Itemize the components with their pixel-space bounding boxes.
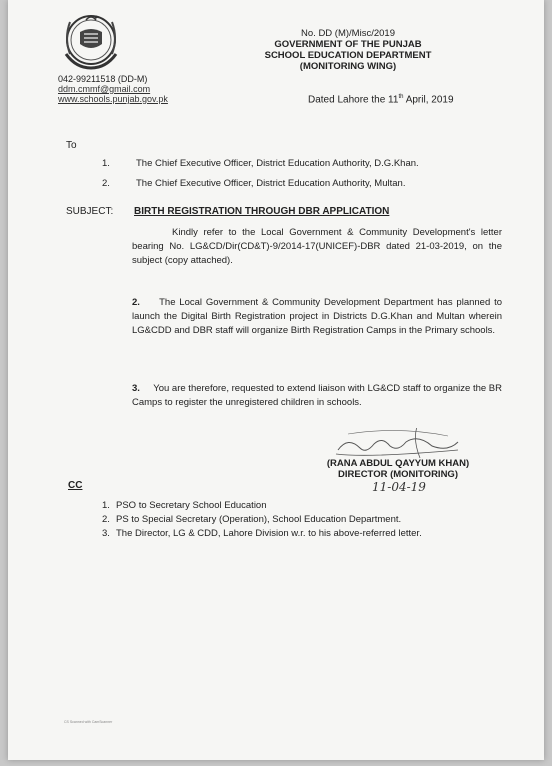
subject-line [66, 206, 389, 217]
cc-item-3 [102, 528, 422, 539]
subject-text: BIRTH REGISTRATION THROUGH DBR APPLICATION [134, 206, 390, 217]
date-rest: April, 2019 [403, 94, 454, 106]
signatory-name: (RANA ABDUL QAYYUM KHAN) [326, 458, 470, 469]
letter-page [8, 0, 544, 760]
recipient-number: 2. [102, 178, 110, 189]
date-suffix: th [398, 94, 404, 100]
letterhead [238, 28, 458, 72]
cc-item-2 [102, 514, 401, 525]
org-line-1: GOVERNMENT OF THE PUNJAB [274, 39, 422, 50]
cc-label: CC [68, 480, 83, 491]
to-label: To [66, 140, 77, 151]
signatory-block [308, 458, 488, 480]
cc-item-1 [102, 500, 267, 511]
paragraph-text: You are therefore, requested to extend liaison with LG&CD staff to organize the BR Camps to register the unregistered children in schools. [132, 383, 503, 408]
scanner-watermark: CS Scanned with CamScanner [64, 720, 113, 724]
cc-number: 3. [102, 528, 110, 539]
subject-label: SUBJECT: [66, 206, 114, 217]
paragraph-3 [132, 382, 502, 410]
paragraph-1: Kindly refer to the Local Government & Community Development's letter bearing No. LG&CD/Dir(CD&T)-9/2014-17(UNICEF)-DBR dated 21-03-2019, on the subject (copy attached). [132, 227, 502, 266]
recipient-1 [102, 158, 419, 169]
recipient-number: 1. [102, 158, 110, 169]
org-line-3: (MONITORING WING) [299, 61, 397, 72]
cc-number: 1. [102, 500, 110, 511]
contact-info [58, 74, 168, 104]
signatory-designation: DIRECTOR (MONITORING) [338, 469, 458, 480]
cc-text: PS to Special Secretary (Operation), School Education Department. [116, 514, 402, 525]
website-link[interactable]: www.schools.punjab.gov.pk [58, 94, 168, 104]
email-link[interactable]: ddm.cmmf@gmail.com [58, 84, 151, 94]
date-prefix: Dated Lahore the 11 [308, 94, 399, 106]
paragraph-number: 3. [132, 383, 140, 394]
paragraph-2 [132, 296, 502, 338]
punjab-emblem-icon [58, 10, 124, 74]
paragraph-number: 2. [132, 297, 140, 308]
letter-date [308, 94, 454, 105]
phone-number: 042-99211518 (DD-M) [58, 74, 148, 84]
paragraph-text: The Local Government & Community Development Department has planned to launch the Digital Birth Registration project in Districts D.G.Khan and Multan wherein LG&CDD and DBR staff will organize Birth Registration Camps in the Primary schools. [132, 297, 502, 336]
cc-number: 2. [102, 514, 110, 525]
recipient-text: The Chief Executive Officer, District Education Authority, Multan. [136, 178, 406, 189]
reference-number: No. DD (M)/Misc/2019 [301, 28, 395, 39]
recipient-text: The Chief Executive Officer, District Education Authority, D.G.Khan. [136, 158, 419, 169]
org-line-2: SCHOOL EDUCATION DEPARTMENT [264, 50, 432, 61]
cc-text: PSO to Secretary School Education [116, 500, 267, 511]
handwritten-date: 11-04-19 [372, 480, 426, 494]
cc-text: The Director, LG & CDD, Lahore Division w.r. to his above-referred letter. [116, 528, 422, 539]
recipient-2 [102, 178, 405, 189]
